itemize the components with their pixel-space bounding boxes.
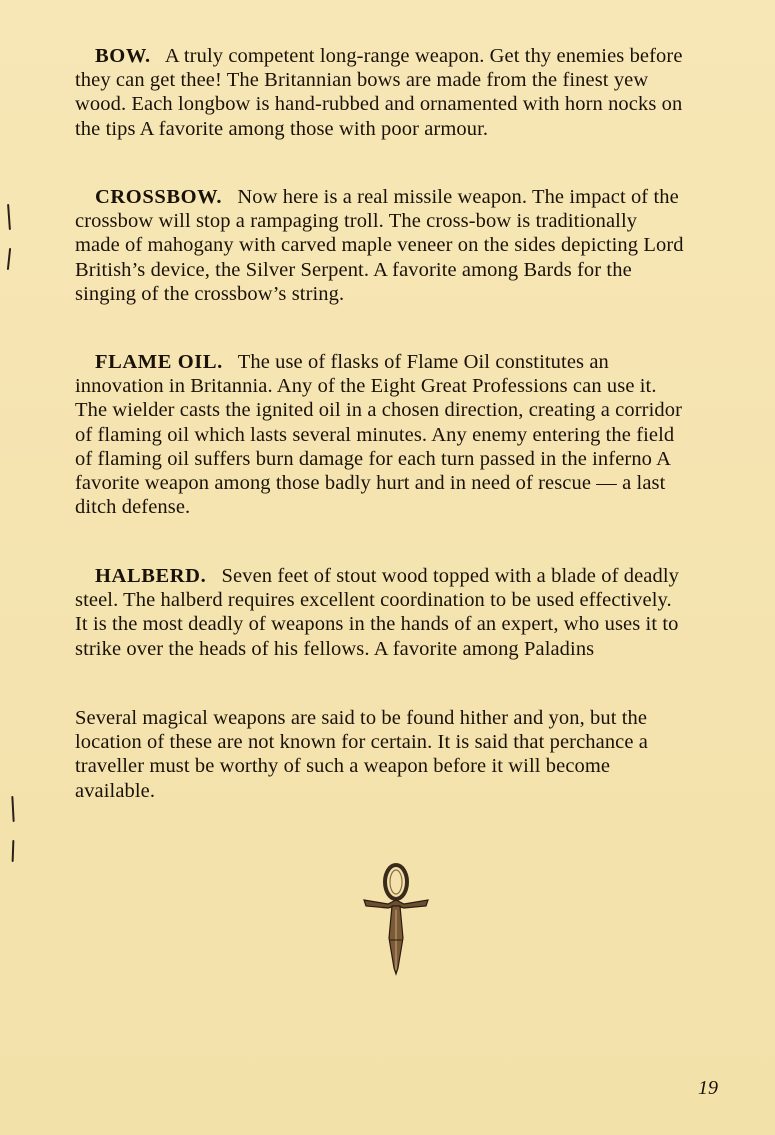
section-heading-bow: BOW.	[95, 45, 151, 67]
margin-mark	[7, 204, 11, 230]
section-heading-halberd: HALBERD.	[95, 565, 207, 587]
section-text-bow: A truly competent long-range weapon. Get thy enemies before they can get thee! The Britannian bows are made from the finest yew wood. Each longbow is hand-rubbed and ornamented with horn nocks on the tips A favorite among those with poor armour.	[75, 45, 683, 140]
margin-mark	[12, 840, 15, 862]
section-text-halberd: Seven feet of stout wood topped with a blade of deadly steel. The halberd requires excellent coordination to be used effectively. It is the most deadly of weapons in the hands of an expert, who uses it to strike over the heads of his fellows. A favorite among Paladins	[75, 565, 679, 660]
section-text-flame-oil: The use of flasks of Flame Oil constitutes an innovation in Britannia. Any of the Eight Great Professions can use it. The wielder casts the ignited oil in a chosen direction, creating a corridor of flaming oil which lasts several minutes. Any enemy entering the field of flaming oil suffers burn damage for each turn passed in the inferno A favorite weapon among those badly hurt and in need of rescue — a last ditch defense.	[75, 351, 683, 519]
margin-mark	[11, 796, 14, 822]
section-crossbow	[75, 185, 687, 306]
closing-paragraph: Several magical weapons are said to be found hither and yon, but the location of these are not known for certain. It is said that perchance a traveller must be worthy of such a weapon before it will become available.	[75, 707, 649, 802]
section-bow	[75, 44, 687, 141]
ankh-icon	[358, 860, 434, 978]
section-text-crossbow: Now here is a real missile weapon. The impact of the crossbow will stop a rampaging troll. The cross-bow is traditionally made of mahogany with carved maple veneer on the sides depicting Lord British’s device, the Silver Serpent. A favorite among Bards for the singing of the crossbow’s string.	[75, 186, 684, 305]
section-heading-flame-oil: FLAME OIL.	[95, 351, 223, 373]
section-heading-crossbow: CROSSBOW.	[95, 186, 223, 208]
page-number: 19	[698, 1077, 718, 1099]
section-halberd	[75, 564, 687, 661]
margin-mark	[7, 248, 11, 270]
section-flame-oil	[75, 350, 687, 519]
